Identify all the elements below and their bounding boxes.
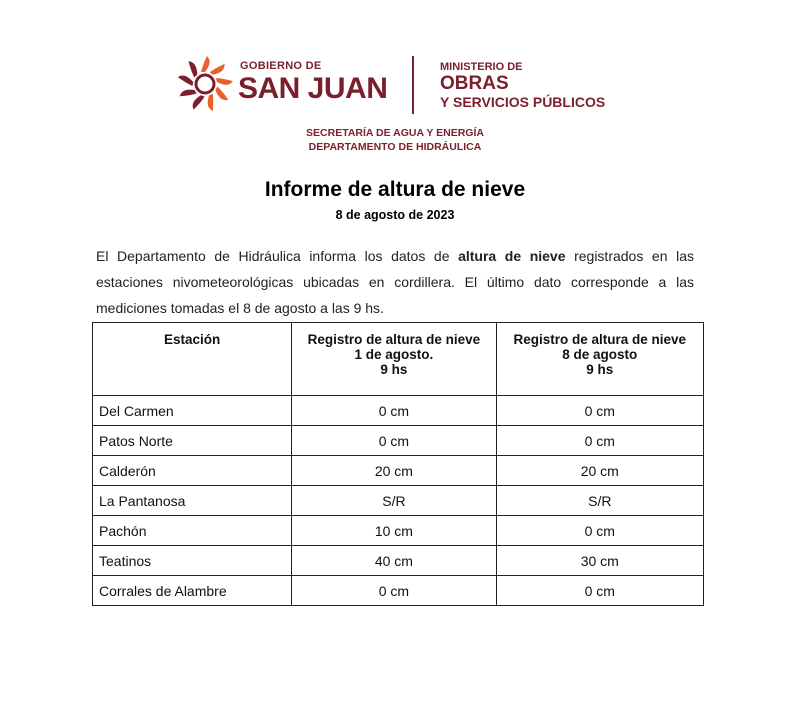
sun-swirl-logo-icon xyxy=(176,55,234,113)
station-cell: Corrales de Alambre xyxy=(93,576,292,606)
report-date: 8 de agosto de 2023 xyxy=(335,208,455,222)
aug8-value-cell: 0 cm xyxy=(496,396,703,426)
table-row xyxy=(93,576,704,606)
aug8-value-cell: 30 cm xyxy=(496,546,703,576)
intro-text-bold: altura de nieve xyxy=(458,248,566,264)
header-aug8-line1: Registro de altura de nieve xyxy=(513,332,687,347)
header-aug1-line2: 1 de agosto. xyxy=(354,347,434,362)
intro-text-start: El Departamento de Hidráulica informa los datos de xyxy=(96,248,459,264)
station-cell: Calderón xyxy=(93,456,292,486)
station-cell: Del Carmen xyxy=(93,396,292,426)
intro-paragraph xyxy=(96,243,694,321)
gobierno-label: GOBIERNO DE xyxy=(240,60,322,72)
aug8-value-cell: 0 cm xyxy=(496,426,703,456)
departamento-name: DEPARTAMENTO DE HIDRÁULICA xyxy=(308,141,482,153)
station-cell: Teatinos xyxy=(93,546,292,576)
aug8-value-cell: S/R xyxy=(496,486,703,516)
header-aug1-line3: 9 hs xyxy=(380,362,408,377)
intro-text-end: registrados en las estaciones nivometeorológicas ubicadas en cordillera. El último dato corresponde a las mediciones tomadas el 8 de agosto a las 9 hs. xyxy=(96,248,694,316)
snow-height-table xyxy=(92,322,704,606)
header-station xyxy=(93,323,292,396)
aug8-value-cell: 0 cm xyxy=(496,516,703,546)
table-row xyxy=(93,516,704,546)
table-header-row xyxy=(93,323,704,396)
report-title: Informe de altura de nieve xyxy=(264,178,526,201)
aug1-value-cell: 0 cm xyxy=(292,396,496,426)
ministerio-label: MINISTERIO DE xyxy=(440,61,523,73)
header-aug8-line3: 9 hs xyxy=(586,362,614,377)
aug1-value-cell: 40 cm xyxy=(292,546,496,576)
aug1-value-cell: S/R xyxy=(292,486,496,516)
station-cell: Patos Norte xyxy=(93,426,292,456)
header-divider xyxy=(412,56,414,114)
ministerio-obras: OBRAS xyxy=(440,73,509,94)
table-row xyxy=(93,486,704,516)
station-cell: La Pantanosa xyxy=(93,486,292,516)
table-row xyxy=(93,546,704,576)
aug8-value-cell: 0 cm xyxy=(496,576,703,606)
secretaria-block xyxy=(0,126,790,154)
table-row xyxy=(93,426,704,456)
table-row xyxy=(93,396,704,426)
aug1-value-cell: 20 cm xyxy=(292,456,496,486)
header-aug1-line1: Registro de altura de nieve xyxy=(307,332,481,347)
aug8-value-cell: 20 cm xyxy=(496,456,703,486)
san-juan-wordmark: SAN JUAN xyxy=(238,72,388,105)
header-aug1 xyxy=(292,323,496,396)
header-aug8-line2: 8 de agosto xyxy=(562,347,638,362)
aug1-value-cell: 0 cm xyxy=(292,576,496,606)
header-aug8 xyxy=(496,323,703,396)
ministerio-servicios: Y SERVICIOS PÚBLICOS xyxy=(440,94,606,110)
header-station-label: Estación xyxy=(163,332,221,347)
secretaria-name: SECRETARÍA DE AGUA Y ENERGÍA xyxy=(306,127,484,139)
table-row xyxy=(93,456,704,486)
letterhead xyxy=(0,50,790,120)
aug1-value-cell: 10 cm xyxy=(292,516,496,546)
aug1-value-cell: 0 cm xyxy=(292,426,496,456)
station-cell: Pachón xyxy=(93,516,292,546)
